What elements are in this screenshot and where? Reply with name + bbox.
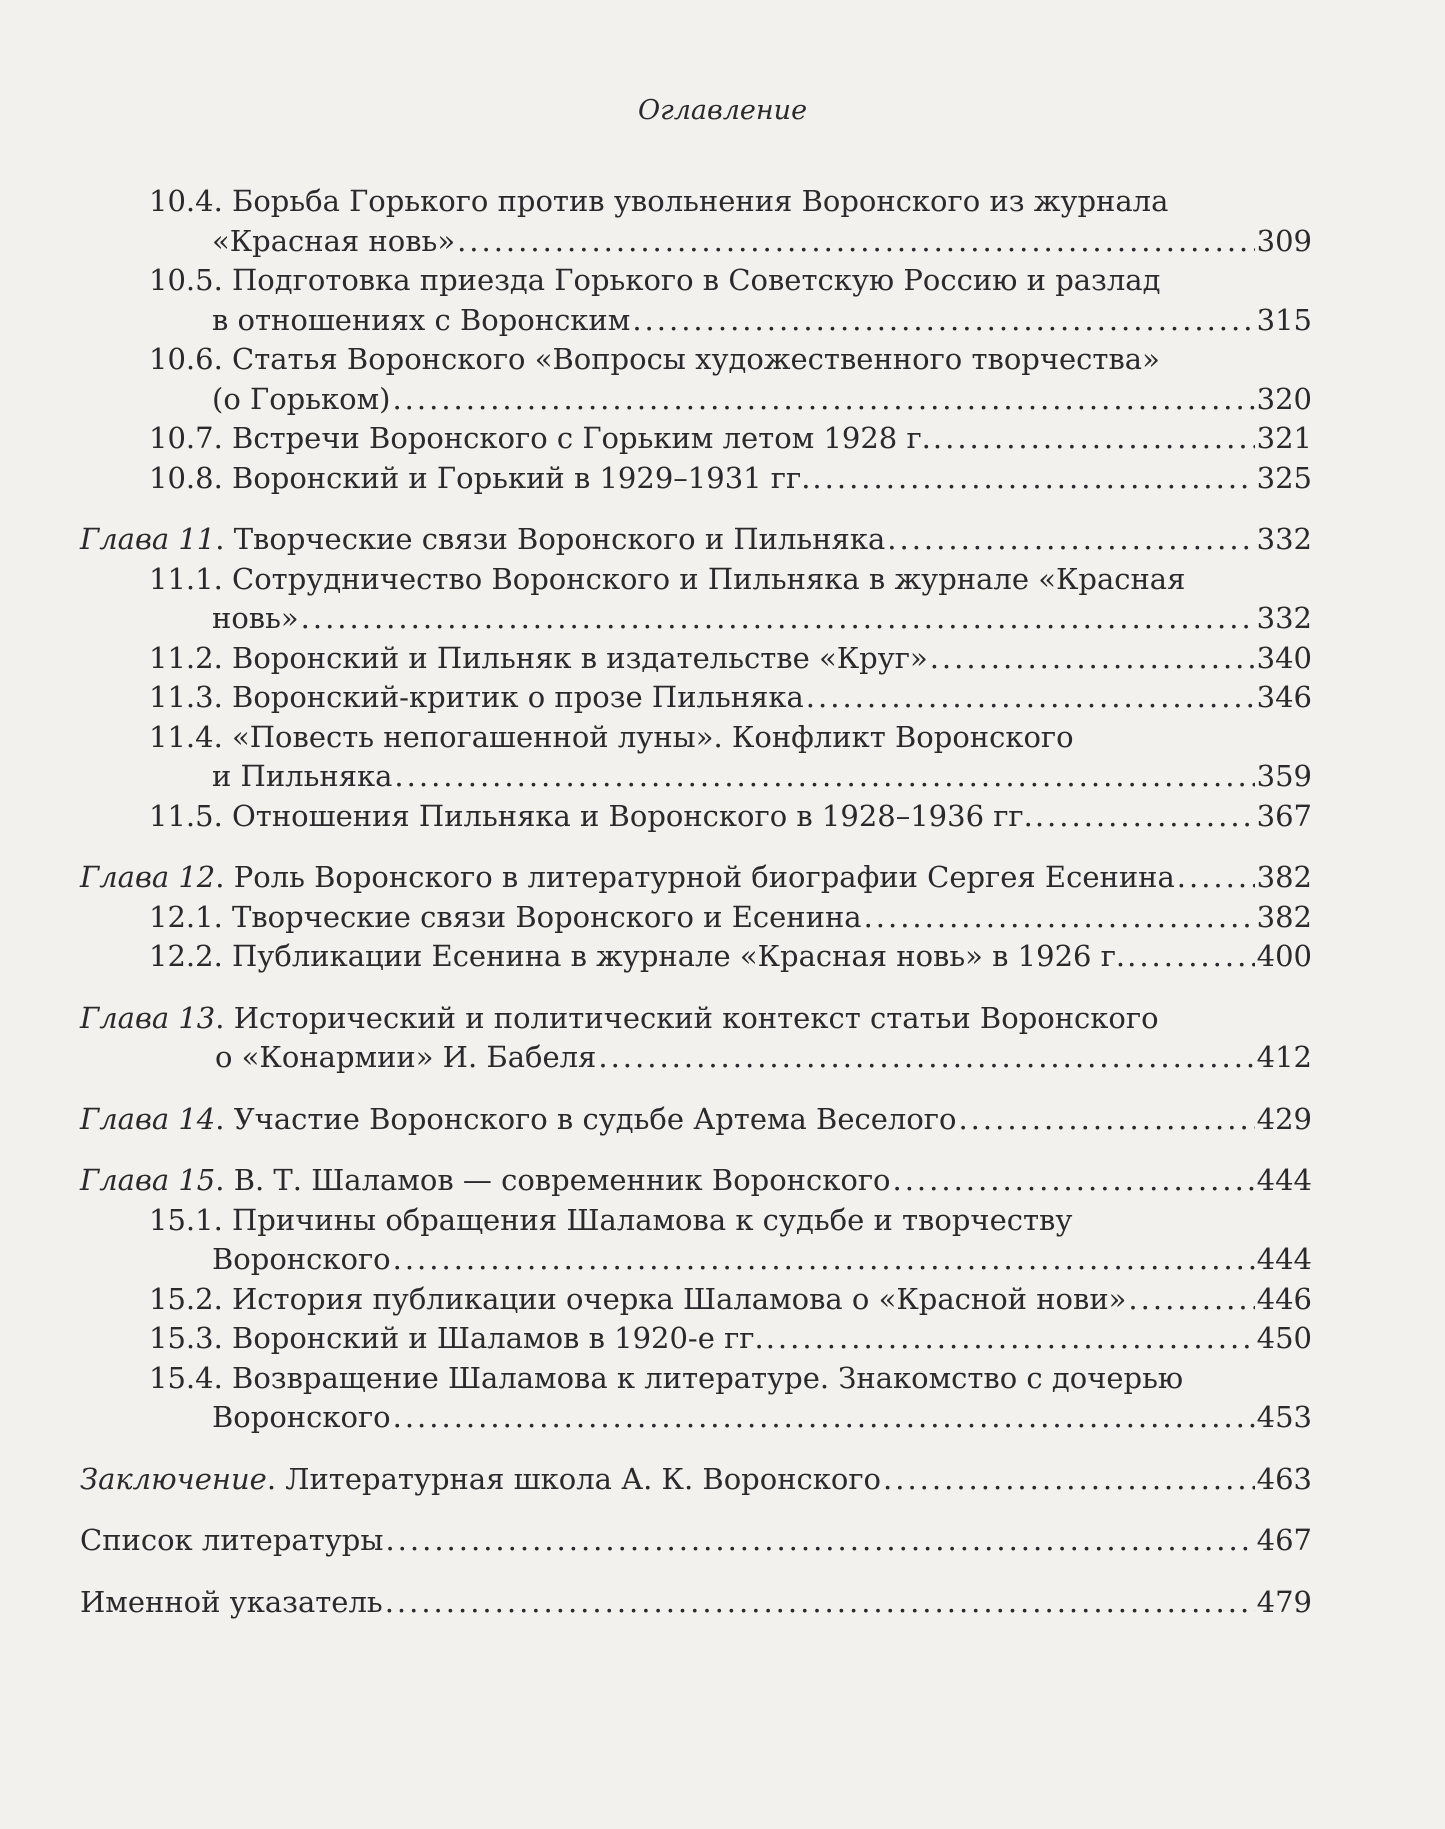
page-number: 429 xyxy=(1256,1101,1312,1136)
table-of-contents xyxy=(80,182,1312,1622)
page-number: 382 xyxy=(1256,899,1312,934)
section-number: 10.4. xyxy=(149,184,223,218)
section-number: 10.8. xyxy=(149,460,223,495)
toc-entry-last-line xyxy=(80,1460,1312,1500)
dot-leader xyxy=(958,1100,1254,1140)
dot-leader xyxy=(393,1398,1255,1438)
toc-entry-text xyxy=(149,678,804,718)
page-number: 346 xyxy=(1256,680,1312,714)
page-number: 446 xyxy=(1256,1281,1312,1316)
chapter-label: Глава 13 xyxy=(80,1000,216,1035)
toc-entry-12-2 xyxy=(80,937,1312,977)
toc-entry-last-line xyxy=(149,459,1312,499)
dot-leader xyxy=(393,1240,1255,1280)
page-number: 479 xyxy=(1256,1584,1312,1619)
conclusion-title: Литературная школа А. К. Воронского xyxy=(285,1461,882,1496)
chapter-title: В. Т. Шаламов — современник Воронского xyxy=(233,1163,891,1197)
page-number: 332 xyxy=(1256,522,1312,556)
page-number: 450 xyxy=(1256,1321,1312,1355)
toc-entry-10-8 xyxy=(80,459,1312,499)
section-title-continued: в отношениях с Воронским xyxy=(212,302,631,337)
toc-entry-text: Заключение. Литературная школа А. К. Воронского xyxy=(80,1461,882,1496)
section-number: 11.4. xyxy=(149,719,223,754)
dot-leader xyxy=(394,757,1254,797)
section-number: 12.2. xyxy=(149,939,223,973)
toc-entry-15-3 xyxy=(80,1319,1312,1359)
chapter-title: Творческие связи Воронского и Пильняка xyxy=(233,522,886,556)
toc-entry-first-line xyxy=(149,1359,1312,1399)
toc-entry-10-6 xyxy=(80,340,1312,419)
toc-entry-first-line xyxy=(149,182,1312,222)
page-number: 444 xyxy=(1256,1163,1312,1197)
toc-entry-text xyxy=(149,419,931,459)
chapter-title: Роль Воронского в литературной биографии Сергея Есенина xyxy=(233,860,1175,894)
dot-leader xyxy=(301,599,1255,639)
dot-leader xyxy=(1177,858,1255,898)
toc-entry-text xyxy=(149,898,862,938)
page-number: 412 xyxy=(1256,1040,1312,1074)
toc-entry-last-line xyxy=(80,1161,1312,1201)
toc-entry-first-line xyxy=(149,1201,1312,1241)
section-title: История публикации очерка Шаламова о «Красной нови» xyxy=(232,1281,1127,1316)
section-title: Возвращение Шаламова к литературе. Знакомство с дочерью xyxy=(232,1360,1184,1395)
toc-entry-last-line xyxy=(149,898,1312,938)
conclusion-label: Заключение xyxy=(80,1461,267,1496)
section-number: 15.4. xyxy=(149,1360,223,1395)
page-number: 320 xyxy=(1256,381,1312,416)
toc-entry-last-line xyxy=(149,678,1312,718)
page-number: 325 xyxy=(1256,460,1312,495)
bibliography-title: Список литературы xyxy=(80,1523,384,1557)
toc-entry-first-line xyxy=(149,340,1312,380)
section-title-continued: (о Горьком) xyxy=(212,381,391,416)
chapter-label: Глава 14 xyxy=(80,1101,216,1136)
toc-entry-text xyxy=(149,1319,764,1359)
section-title: Причины обращения Шаламова к судьбе и творчеству xyxy=(232,1202,1073,1237)
section-number: 15.1. xyxy=(149,1202,223,1237)
chapter-label: Глава 12 xyxy=(80,860,216,894)
dot-leader xyxy=(1035,797,1255,837)
page-number: 453 xyxy=(1256,1400,1312,1434)
toc-entry-first-line xyxy=(149,560,1312,600)
chapter-title: Исторический и политический контекст статьи Воронского xyxy=(233,1000,1159,1035)
toc-index xyxy=(80,1583,1312,1623)
section-number: 11.3. xyxy=(149,680,223,714)
page-number: 400 xyxy=(1256,939,1312,973)
dot-leader xyxy=(930,639,1255,679)
toc-entry-text xyxy=(149,1280,1126,1320)
toc-chapter-12 xyxy=(80,858,1312,898)
toc-entry-text: Глава 14. Участие Воронского в судьбе Артема Веселого xyxy=(80,1101,957,1136)
toc-entry-11-1 xyxy=(80,560,1312,639)
toc-entry-last-line xyxy=(149,419,1312,459)
toc-entry-11-3 xyxy=(80,678,1312,718)
dot-leader xyxy=(1128,1280,1254,1320)
chapter-label: Глава 11 xyxy=(80,522,216,556)
toc-entry-last-line xyxy=(149,599,1312,639)
toc-chapter-15 xyxy=(80,1161,1312,1201)
toc-entry-text xyxy=(149,639,928,679)
toc-entry-text xyxy=(149,797,1033,837)
chapter-label: Глава 15 xyxy=(80,1163,216,1197)
toc-entry-last-line xyxy=(80,858,1312,898)
page-number: 315 xyxy=(1256,302,1312,337)
toc-entry-text xyxy=(149,937,1125,977)
toc-entry-10-7 xyxy=(80,419,1312,459)
toc-entry-text: Глава 12. Роль Воронского в литературной биографии Сергея Есенина xyxy=(80,860,1175,894)
dot-leader xyxy=(883,1460,1255,1500)
toc-entry-last-line xyxy=(149,1280,1312,1320)
toc-chapter-13 xyxy=(80,999,1312,1078)
toc-entry-10-5 xyxy=(80,261,1312,340)
toc-entry-last-line xyxy=(149,937,1312,977)
page-number: 382 xyxy=(1256,860,1312,894)
toc-entry-12-1 xyxy=(80,898,1312,938)
toc-entry-15-1 xyxy=(80,1201,1312,1280)
section-title: Воронский и Шаламов в 1920-е гг. xyxy=(232,1321,764,1355)
section-title: Творческие связи Воронского и Есенина xyxy=(232,899,862,934)
toc-entry-15-4 xyxy=(80,1359,1312,1438)
section-title-continued: новь» xyxy=(212,601,299,635)
chapter-title-continued: о «Конармии» И. Бабеля xyxy=(215,1040,597,1074)
dot-leader xyxy=(887,520,1254,560)
dot-leader xyxy=(933,419,1255,459)
toc-entry-text xyxy=(149,459,810,499)
toc-entry-last-line xyxy=(149,301,1312,341)
toc-entry-last-line xyxy=(149,1240,1312,1280)
toc-entry-last-line xyxy=(149,222,1312,262)
section-number: 10.6. xyxy=(149,342,223,376)
toc-entry-last-line xyxy=(80,1038,1312,1078)
section-title-continued: и Пильняка xyxy=(212,759,393,793)
page-number: 463 xyxy=(1256,1461,1312,1496)
toc-entry-last-line xyxy=(149,1398,1312,1438)
dot-leader xyxy=(864,898,1255,938)
toc-entry-11-4 xyxy=(80,718,1312,797)
toc-entry-first-line xyxy=(149,718,1312,758)
section-number: 10.7. xyxy=(149,421,223,455)
section-title: Отношения Пильняка и Воронского в 1928–1936 гг. xyxy=(232,798,1033,833)
dot-leader xyxy=(632,301,1254,341)
section-number: 15.2. xyxy=(149,1281,223,1316)
section-title-continued: «Красная новь» xyxy=(212,223,456,258)
dot-leader xyxy=(598,1038,1254,1078)
section-title: Подготовка приезда Горького в Советскую Россию и разлад xyxy=(232,263,1161,297)
page-number: 367 xyxy=(1256,798,1312,833)
toc-entry-last-line xyxy=(149,380,1312,420)
section-title: «Повесть непогашенной луны». Конфликт Воронского xyxy=(232,719,1074,754)
dot-leader xyxy=(812,459,1254,499)
section-title: Воронский и Пильняк в издательстве «Круг» xyxy=(232,640,928,675)
page-number: 321 xyxy=(1256,421,1312,455)
toc-chapter-14 xyxy=(80,1100,1312,1140)
toc-conclusion xyxy=(80,1460,1312,1500)
toc-bibliography xyxy=(80,1521,1312,1561)
section-title: Борьба Горького против увольнения Воронского из журнала xyxy=(232,184,1169,218)
toc-entry-text: Глава 11. Творческие связи Воронского и Пильняка xyxy=(80,522,886,556)
toc-entry-last-line xyxy=(80,1583,1312,1623)
toc-chapter-11 xyxy=(80,520,1312,560)
section-number: 15.3. xyxy=(149,1321,223,1355)
dot-leader xyxy=(385,1521,1254,1561)
chapter-title: Участие Воронского в судьбе Артема Веселого xyxy=(233,1101,957,1136)
toc-entry-last-line xyxy=(149,639,1312,679)
toc-entry-text: Глава 15. В. Т. Шаламов — современник Воронского xyxy=(80,1163,891,1197)
dot-leader xyxy=(392,380,1254,420)
dot-leader xyxy=(766,1319,1255,1359)
running-header: Оглавление xyxy=(637,95,808,126)
section-number: 11.1. xyxy=(149,561,223,596)
toc-entry-last-line xyxy=(80,1521,1312,1561)
toc-entry-first-line: Глава 13. Исторический и политический контекст статьи Воронского xyxy=(80,1000,1159,1035)
page-number: 332 xyxy=(1256,601,1312,635)
index-title: Именной указатель xyxy=(80,1584,383,1619)
section-title: Воронский-критик о прозе Пильняка xyxy=(232,680,804,714)
dot-leader xyxy=(893,1161,1255,1201)
section-number: 11.2. xyxy=(149,640,223,675)
toc-entry-last-line xyxy=(149,757,1312,797)
toc-entry-last-line xyxy=(80,520,1312,560)
page-number: 359 xyxy=(1256,759,1312,793)
section-title: Встречи Воронского с Горьким летом 1928 г. xyxy=(232,421,931,455)
page-number: 340 xyxy=(1256,640,1312,675)
dot-leader xyxy=(806,678,1255,718)
section-title-continued: Воронского xyxy=(212,1400,391,1434)
toc-entry-last-line xyxy=(80,1100,1312,1140)
section-title-continued: Воронского xyxy=(212,1242,391,1276)
section-number: 12.1. xyxy=(149,899,223,934)
section-title: Статья Воронского «Вопросы художественного творчества» xyxy=(232,342,1160,376)
page-number: 309 xyxy=(1256,223,1312,258)
toc-entry-last-line xyxy=(149,797,1312,837)
toc-entry-first-line xyxy=(149,261,1312,301)
section-number: 11.5. xyxy=(149,798,223,833)
toc-entry-15-2 xyxy=(80,1280,1312,1320)
dot-leader xyxy=(385,1583,1255,1623)
page-number: 444 xyxy=(1256,1242,1312,1276)
section-title: Публикации Есенина в журнале «Красная новь» в 1926 г. xyxy=(232,939,1126,973)
toc-entry-11-2 xyxy=(80,639,1312,679)
dot-leader xyxy=(457,222,1255,262)
section-title: Сотрудничество Воронского и Пильняка в журнале «Красная xyxy=(232,561,1186,596)
section-number: 10.5. xyxy=(149,263,223,297)
dot-leader xyxy=(1127,937,1255,977)
page-number: 467 xyxy=(1256,1523,1312,1557)
toc-entry-10-4 xyxy=(80,182,1312,261)
toc-entry-last-line xyxy=(149,1319,1312,1359)
toc-entry-11-5 xyxy=(80,797,1312,837)
section-title: Воронский и Горький в 1929–1931 гг. xyxy=(232,460,811,495)
